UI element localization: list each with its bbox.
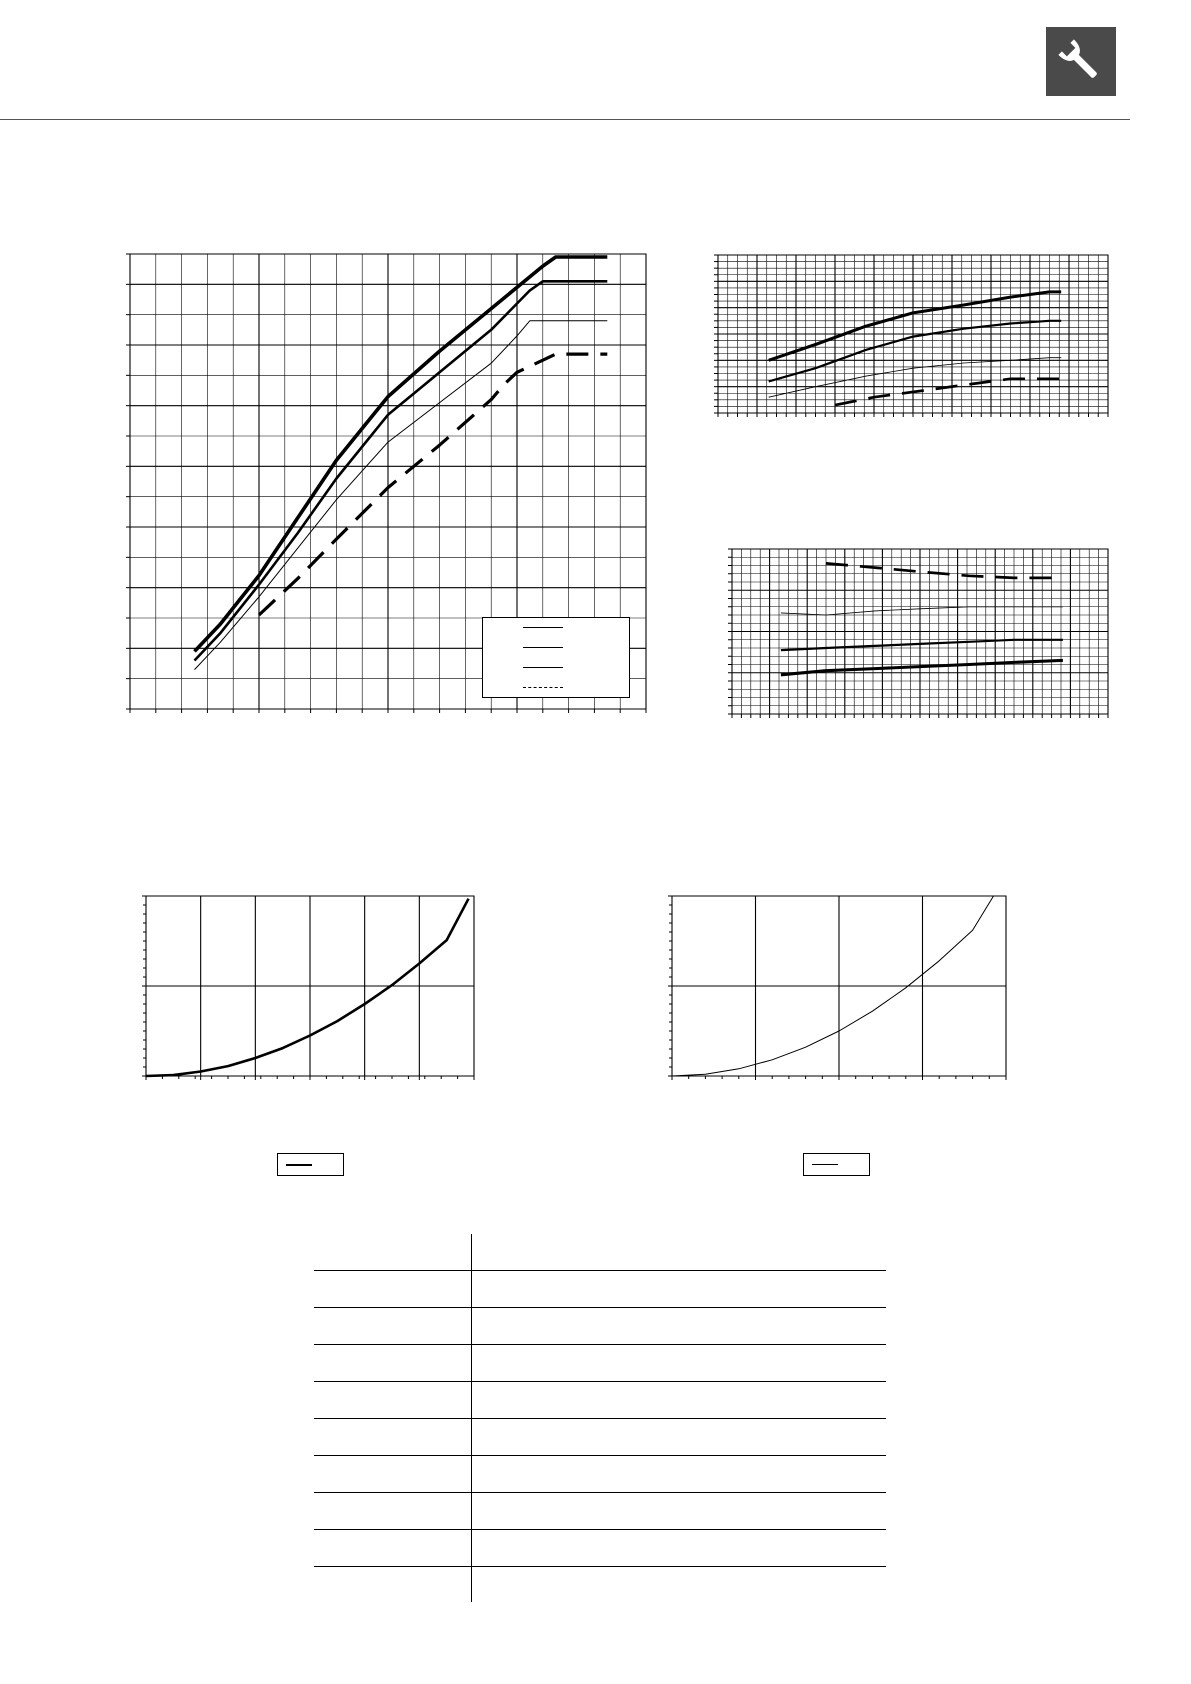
- header-rule: [0, 119, 1130, 120]
- series-line-bold: [781, 640, 1063, 650]
- table-row: [314, 1455, 886, 1456]
- legend-sample-thin: [523, 667, 563, 668]
- chart-grid: [668, 896, 1006, 1080]
- main-chart-legend: [482, 617, 630, 698]
- chart-grid: [728, 549, 1108, 718]
- chart-grid: [142, 896, 474, 1080]
- bottom-right-chart: [672, 896, 1006, 1076]
- data-table: [314, 1234, 886, 1602]
- bottom-right-legend: [803, 1153, 870, 1176]
- table-row: [314, 1344, 886, 1345]
- legend-sample-heavy: [523, 627, 563, 628]
- table-row: [314, 1270, 886, 1271]
- table-row: [314, 1529, 886, 1530]
- bottom-left-chart: [146, 896, 474, 1076]
- table-row: [314, 1307, 886, 1308]
- series-line-dashed: [259, 354, 607, 615]
- tool-badge: [1046, 27, 1116, 96]
- table-row: [314, 1418, 886, 1419]
- middle-right-chart: [732, 549, 1108, 714]
- legend-sample-dashed: [523, 687, 563, 688]
- series-line-bold: [195, 281, 608, 660]
- series-line-thin: [781, 607, 1063, 615]
- wrench-icon: [1056, 37, 1106, 87]
- series-line-heavy: [769, 292, 1061, 360]
- series-line-dashed: [835, 379, 1061, 405]
- series-line-bold: [146, 899, 469, 1076]
- table-row: [314, 1492, 886, 1493]
- legend-sample-thin-line: [812, 1164, 838, 1165]
- series-line-heavy: [195, 257, 608, 651]
- table-row: [314, 1566, 886, 1567]
- legend-sample-bold: [523, 647, 563, 648]
- bottom-left-legend: [277, 1153, 344, 1176]
- series-line-bold: [769, 321, 1061, 382]
- table-row: [314, 1381, 886, 1382]
- top-right-chart: [718, 255, 1108, 413]
- legend-sample-bold-line: [286, 1164, 312, 1166]
